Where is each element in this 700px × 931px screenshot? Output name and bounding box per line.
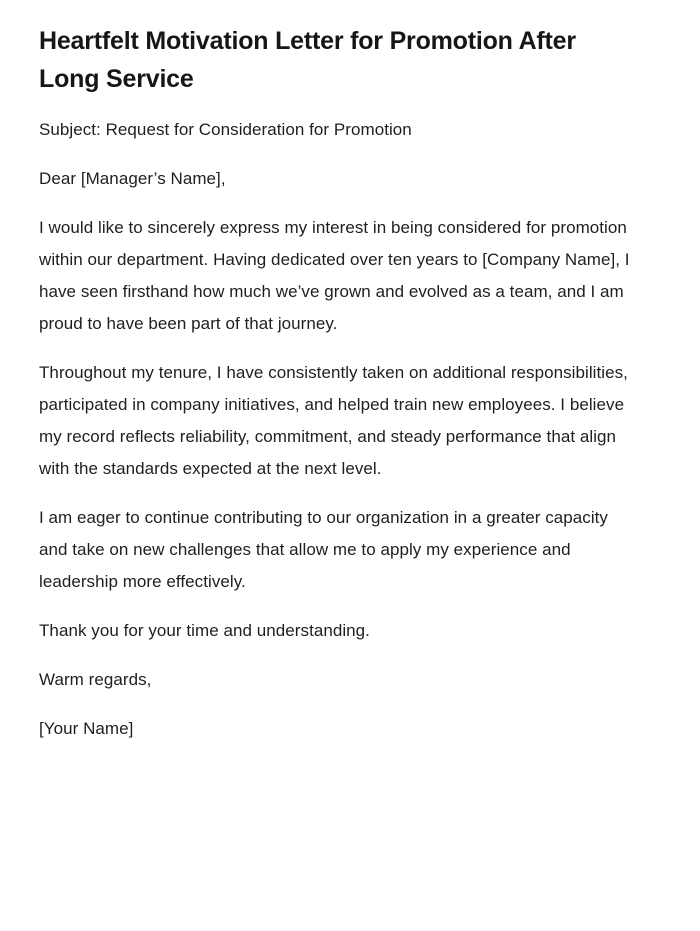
closing-thanks: Thank you for your time and understanding. xyxy=(39,621,370,640)
page-title: Heartfelt Motivation Letter for Promotion After Long Service xyxy=(39,27,576,93)
subject-line: Subject: Request for Consideration for Promotion xyxy=(39,120,412,139)
salutation: Dear [Manager’s Name], xyxy=(39,169,226,188)
paragraph-1: I would like to sincerely express my interest in being considered for promotion within our department. Having dedicated over ten years to [Company Name], I have seen firsthand how much we’ve grown and evolved as a team, and I am proud to have been part of that journey. xyxy=(39,218,630,333)
paragraph-3: I am eager to continue contributing to our organization in a greater capacity and take on new challenges that allow me to apply my experience and leadership more effectively. xyxy=(39,508,608,591)
letter-body xyxy=(39,114,638,745)
signature-name: [Your Name] xyxy=(39,719,134,738)
sign-off: Warm regards, xyxy=(39,670,152,689)
paragraph-2: Throughout my tenure, I have consistently taken on additional responsibilities, participated in company initiatives, and helped train new employees. I believe my record reflects reliability, commitment, and steady performance that align with the standards expected at the next level. xyxy=(39,363,628,478)
